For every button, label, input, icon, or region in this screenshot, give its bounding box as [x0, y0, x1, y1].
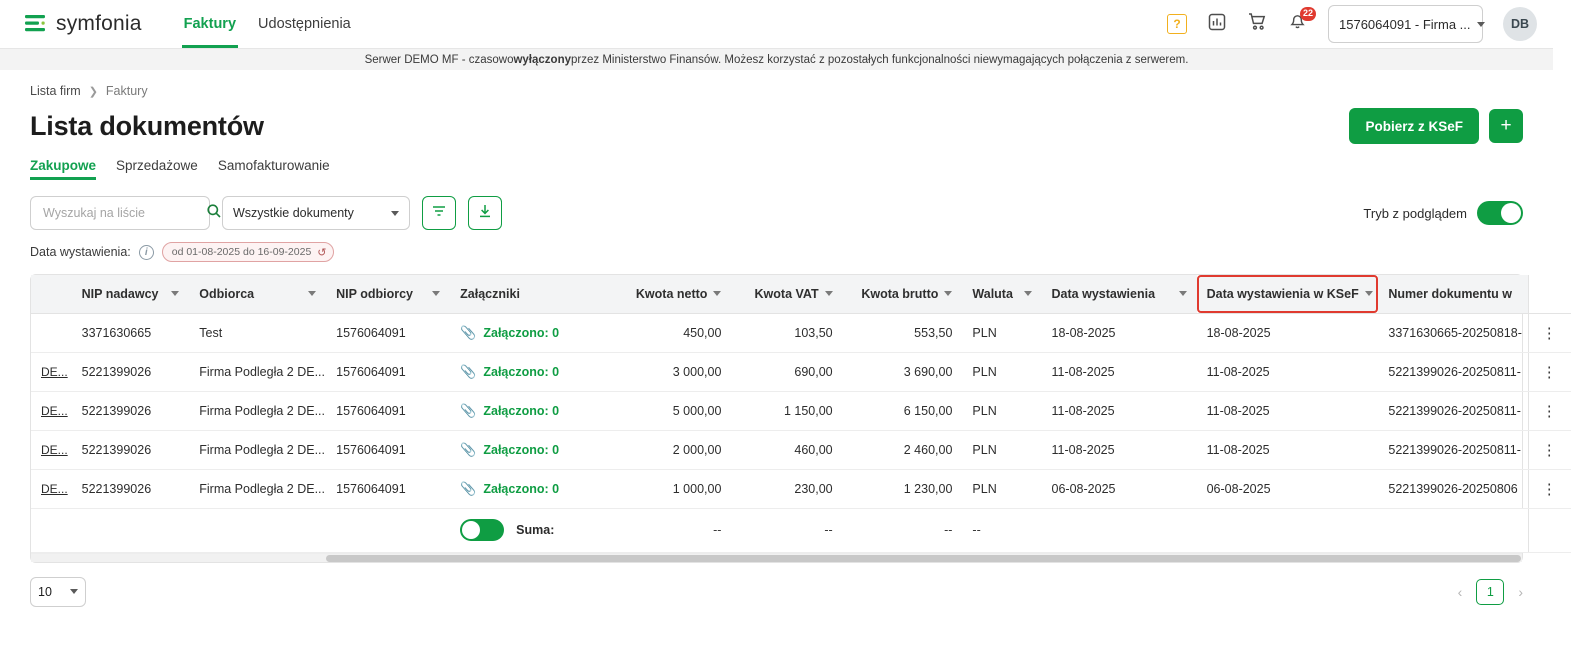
page-size-select[interactable]	[30, 577, 86, 607]
question-mark-icon: ?	[1167, 14, 1187, 34]
chevron-down-icon[interactable]	[944, 291, 952, 296]
cell-kwota-netto: 3 000,00	[616, 352, 732, 391]
chevron-down-icon[interactable]	[1024, 291, 1032, 296]
documents-table-element	[31, 275, 1571, 553]
cell-zalaczniki-label: Załączono: 0	[483, 481, 560, 496]
cell-nip-nadawcy: 5221399026	[72, 430, 190, 469]
table-row[interactable]	[31, 352, 1571, 391]
cell-zalaczniki[interactable]	[450, 430, 616, 469]
summary-waluta: --	[962, 508, 1041, 552]
paperclip-icon: 📎	[460, 441, 477, 457]
th-odbiorca[interactable]	[189, 275, 326, 313]
notifications-badge: 22	[1300, 7, 1316, 21]
de-link[interactable]: DE...	[41, 403, 68, 418]
cell-kwota-brutto: 1 230,00	[843, 469, 963, 508]
tab-sprzedazowe-label: Sprzedażowe	[116, 158, 198, 173]
info-icon[interactable]: i	[139, 245, 154, 260]
breadcrumb-item-faktury: Faktury	[105, 84, 148, 98]
th-numer-dokumentu-label: Numer dokumentu w	[1388, 286, 1513, 301]
table-header-row	[31, 275, 1571, 313]
table-footer	[0, 563, 1553, 607]
th-nip-nadawcy-label: NIP nadawcy	[81, 286, 159, 301]
cell-kwota-vat: 690,00	[731, 352, 842, 391]
cell-nip-nadawcy: 5221399026	[72, 352, 190, 391]
de-link[interactable]: DE...	[41, 481, 68, 496]
cell-actions[interactable]	[1528, 469, 1571, 508]
top-bar	[0, 0, 1553, 49]
th-kwota-netto-label: Kwota netto	[635, 286, 708, 301]
cell-de[interactable]	[31, 352, 72, 391]
cell-zalaczniki-label: Załączono: 0	[483, 442, 560, 457]
cell-waluta: PLN	[962, 430, 1041, 469]
brand-logo[interactable]	[24, 12, 142, 36]
cell-odbiorca: Firma Podległa 2 DE...	[189, 469, 326, 508]
cell-actions[interactable]	[1528, 391, 1571, 430]
cell-data-wystawienia: 11-08-2025	[1042, 391, 1197, 430]
row-menu-icon[interactable]: ⋮	[1541, 402, 1558, 420]
th-nip-odbiorcy-label: NIP odbiorcy	[336, 286, 413, 301]
sum-cell-empty-odbiorca	[189, 508, 326, 552]
document-filter-select-label: Wszystkie dokumenty	[233, 206, 354, 220]
search-input[interactable]	[41, 205, 206, 221]
sum-cell-empty-nip	[72, 508, 190, 552]
cell-data-wystawienia-ksef: 11-08-2025	[1197, 430, 1379, 469]
th-zalaczniki-label: Załączniki	[460, 286, 520, 301]
cell-nip-nadawcy: 3371630665	[72, 313, 190, 352]
summary-brutto: --	[843, 508, 963, 552]
cell-odbiorca: Firma Podległa 2 DE...	[189, 352, 326, 391]
breadcrumb-item-lista-firm[interactable]: Lista firm	[30, 84, 81, 98]
help-button[interactable]	[1164, 11, 1190, 37]
paperclip-icon: 📎	[460, 480, 477, 496]
search-box[interactable]	[30, 196, 210, 230]
table-header	[31, 275, 1571, 313]
cell-kwota-vat: 230,00	[731, 469, 842, 508]
th-kwota-brutto-label: Kwota brutto	[861, 286, 939, 301]
cell-nip-odbiorcy: 1576064091	[326, 391, 450, 430]
table-row[interactable]	[31, 430, 1571, 469]
cell-kwota-netto: 5 000,00	[616, 391, 732, 430]
cell-de[interactable]	[31, 430, 72, 469]
cell-numer-dokumentu: 5221399026-20250811-	[1378, 391, 1528, 430]
cell-zalaczniki-label: Załączono: 0	[483, 403, 560, 418]
summary-toggle[interactable]	[460, 519, 504, 541]
cell-waluta: PLN	[962, 391, 1041, 430]
preview-mode-control	[1363, 201, 1523, 225]
banner-text-bold: wyłączony	[513, 53, 571, 66]
toggle-knob	[1501, 203, 1521, 223]
breadcrumb-separator-icon: ❯	[88, 85, 98, 98]
sum-cell-empty-nip-odbiorcy	[326, 508, 450, 552]
chevron-down-icon	[70, 589, 78, 594]
th-odbiorca-label: Odbiorca	[199, 286, 255, 301]
company-selector[interactable]	[1328, 5, 1483, 43]
th-zalaczniki	[450, 275, 616, 313]
nav-tab-faktury-label: Faktury	[183, 16, 237, 32]
summary-netto: --	[616, 508, 732, 552]
table-summary-row	[31, 508, 1571, 552]
tab-zakupowe[interactable]	[30, 158, 96, 180]
cell-de[interactable]	[31, 469, 72, 508]
sum-cell-empty-actions	[1528, 508, 1571, 552]
notifications-button[interactable]	[1284, 8, 1313, 37]
chevron-down-icon	[391, 211, 399, 216]
sum-toggle-cell[interactable]	[450, 508, 616, 552]
cell-numer-dokumentu: 5221399026-20250811-	[1378, 430, 1528, 469]
cell-zalaczniki[interactable]	[450, 391, 616, 430]
cell-actions[interactable]	[1528, 430, 1571, 469]
row-menu-icon[interactable]: ⋮	[1541, 324, 1558, 342]
cell-numer-dokumentu: 5221399026-20250806	[1378, 469, 1528, 508]
cell-de[interactable]	[31, 391, 72, 430]
preview-mode-label: Tryb z podglądem	[1363, 205, 1467, 221]
tab-samofakturowanie-label: Samofakturowanie	[217, 158, 330, 173]
th-waluta[interactable]	[962, 275, 1041, 313]
chevron-down-icon[interactable]	[1179, 291, 1187, 296]
row-menu-icon[interactable]: ⋮	[1541, 441, 1558, 459]
th-data-wystawienia[interactable]	[1042, 275, 1197, 313]
shopping-cart-icon	[1247, 11, 1268, 37]
cell-zalaczniki-label: Załączono: 0	[483, 364, 560, 379]
cell-zalaczniki[interactable]	[450, 469, 616, 508]
th-kwota-netto[interactable]	[616, 275, 732, 313]
table-body	[31, 313, 1571, 552]
filter-icon	[431, 203, 447, 224]
th-de	[31, 275, 72, 313]
cell-numer-dokumentu: 5221399026-20250811-	[1378, 352, 1528, 391]
th-data-wystawienia-label: Data wystawienia	[1051, 286, 1156, 301]
nav-tab-udostepnienia-label: Udostępnienia	[258, 16, 351, 32]
page-title: Lista dokumentów	[30, 110, 264, 141]
cell-data-wystawienia: 11-08-2025	[1042, 430, 1197, 469]
chevron-down-icon[interactable]	[432, 291, 440, 296]
sum-cell-empty-de	[31, 508, 72, 552]
cell-zalaczniki-label: Załączono: 0	[483, 325, 560, 340]
symfonia-logo-icon	[24, 12, 48, 36]
cell-nip-odbiorcy: 1576064091	[326, 469, 450, 508]
th-waluta-label: Waluta	[972, 286, 1013, 301]
search-icon[interactable]	[206, 203, 222, 224]
cell-nip-odbiorcy: 1576064091	[326, 313, 450, 352]
cell-data-wystawienia-ksef: 18-08-2025	[1197, 313, 1379, 352]
th-kwota-vat[interactable]	[731, 275, 842, 313]
cell-odbiorca: Firma Podległa 2 DE...	[189, 430, 326, 469]
export-button[interactable]	[468, 196, 502, 230]
cell-data-wystawienia: 18-08-2025	[1042, 313, 1197, 352]
top-bar-actions	[1164, 5, 1537, 43]
next-page-button[interactable]: ›	[1518, 583, 1523, 600]
th-nip-nadawcy[interactable]	[72, 275, 190, 313]
cart-button[interactable]	[1244, 11, 1270, 37]
cell-odbiorca: Firma Podległa 2 DE...	[189, 391, 326, 430]
sum-cell-empty-data-ksef	[1197, 508, 1379, 552]
paperclip-icon: 📎	[460, 324, 477, 340]
th-nip-odbiorcy[interactable]	[326, 275, 450, 313]
date-filter-label: Data wystawienia:	[30, 245, 131, 259]
paperclip-icon: 📎	[460, 402, 477, 418]
cell-kwota-netto: 450,00	[616, 313, 732, 352]
table-row[interactable]	[31, 391, 1571, 430]
sum-cell-empty-data	[1042, 508, 1197, 552]
cell-kwota-vat: 103,50	[731, 313, 842, 352]
main-nav	[184, 0, 351, 48]
banner-text-after: przez Ministerstwo Finansów. Możesz korzystać z pozostałych funkcjonalności niewymagających połączenia z serwerem.	[571, 53, 1189, 66]
date-range-chip[interactable]	[162, 242, 334, 262]
cell-waluta: PLN	[962, 469, 1041, 508]
page-size-value: 10	[38, 584, 52, 599]
advanced-filter-button[interactable]	[422, 196, 456, 230]
cell-data-wystawienia-ksef: 06-08-2025	[1197, 469, 1379, 508]
cell-kwota-vat: 1 150,00	[731, 391, 842, 430]
breadcrumb	[0, 70, 1553, 98]
cell-data-wystawienia: 06-08-2025	[1042, 469, 1197, 508]
pagination	[1458, 579, 1523, 605]
cell-waluta: PLN	[962, 313, 1041, 352]
paperclip-icon: 📎	[460, 363, 477, 379]
download-icon	[477, 203, 493, 224]
scrollbar-thumb[interactable]	[326, 555, 1521, 562]
cell-actions[interactable]	[1528, 352, 1571, 391]
tab-zakupowe-label: Zakupowe	[30, 158, 97, 173]
document-filter-select[interactable]	[222, 196, 410, 230]
date-range-chip-label: od 01-08-2025 do 16-09-2025	[171, 246, 312, 258]
summary-vat: --	[731, 508, 842, 552]
cell-numer-dokumentu: 3371630665-20250818-	[1378, 313, 1528, 352]
nav-tab-udostepnienia[interactable]	[258, 0, 351, 48]
pobierz-z-ksef-button[interactable]: Pobierz z KSeF	[1349, 108, 1479, 144]
page-number-1[interactable]: 1	[1476, 579, 1504, 605]
toggle-knob	[462, 521, 480, 539]
cell-nip-nadawcy: 5221399026	[72, 391, 190, 430]
cell-kwota-brutto: 2 460,00	[843, 430, 963, 469]
cell-odbiorca: Test	[189, 313, 326, 352]
cell-data-wystawienia: 11-08-2025	[1042, 352, 1197, 391]
de-link[interactable]: DE...	[41, 442, 68, 457]
th-data-wystawienia-ksef[interactable]	[1197, 275, 1379, 313]
th-actions	[1528, 275, 1571, 313]
chevron-down-icon[interactable]	[1365, 291, 1373, 296]
tab-samofakturowanie[interactable]	[218, 158, 330, 180]
chevron-down-icon	[1477, 22, 1485, 27]
cell-waluta: PLN	[962, 352, 1041, 391]
cell-kwota-netto: 1 000,00	[616, 469, 732, 508]
chevron-down-icon[interactable]	[308, 291, 316, 296]
document-type-tabs	[0, 144, 1553, 180]
reports-button[interactable]	[1204, 11, 1230, 37]
filter-bar	[0, 180, 1553, 230]
chevron-down-icon[interactable]	[171, 291, 179, 296]
add-document-button[interactable]: +	[1489, 109, 1523, 143]
nav-tab-faktury[interactable]	[184, 0, 236, 48]
th-kwota-brutto[interactable]	[843, 275, 963, 313]
cell-kwota-vat: 460,00	[731, 430, 842, 469]
de-link[interactable]: DE...	[41, 364, 68, 379]
preview-mode-toggle[interactable]	[1477, 201, 1523, 225]
reset-date-icon[interactable]: ↺	[317, 246, 327, 259]
chart-bar-icon	[1207, 12, 1227, 37]
cell-kwota-brutto: 6 150,00	[843, 391, 963, 430]
page-header	[0, 98, 1553, 144]
company-selector-label: 1576064091 - Firma ...	[1339, 16, 1471, 32]
tab-sprzedazowe[interactable]	[116, 158, 198, 180]
cell-kwota-brutto: 3 690,00	[843, 352, 963, 391]
demo-server-banner	[0, 49, 1553, 70]
cell-kwota-netto: 2 000,00	[616, 430, 732, 469]
avatar[interactable]: DB	[1503, 7, 1537, 41]
banner-text-before: Serwer DEMO MF - czasowo	[364, 53, 514, 66]
cell-data-wystawienia-ksef: 11-08-2025	[1197, 352, 1379, 391]
table-row[interactable]	[31, 313, 1571, 352]
th-numer-dokumentu[interactable]	[1378, 275, 1528, 313]
page-header-actions	[1349, 108, 1523, 144]
brand-name: symfonia	[56, 12, 142, 35]
cell-nip-nadawcy: 5221399026	[72, 469, 190, 508]
row-menu-icon[interactable]: ⋮	[1541, 480, 1558, 498]
cell-zalaczniki[interactable]	[450, 313, 616, 352]
table-row[interactable]	[31, 469, 1571, 508]
cell-actions[interactable]	[1528, 313, 1571, 352]
cell-de	[31, 313, 72, 352]
prev-page-button[interactable]: ‹	[1457, 583, 1463, 600]
cell-zalaczniki[interactable]	[450, 352, 616, 391]
documents-table	[30, 274, 1558, 563]
chevron-down-icon[interactable]	[825, 291, 833, 296]
horizontal-scrollbar[interactable]	[31, 553, 1522, 562]
chevron-down-icon[interactable]	[713, 291, 721, 296]
row-menu-icon[interactable]: ⋮	[1541, 363, 1558, 381]
summary-label: Suma:	[516, 523, 555, 537]
cell-kwota-brutto: 553,50	[843, 313, 963, 352]
cell-nip-odbiorcy: 1576064091	[326, 352, 450, 391]
th-data-wystawienia-ksef-label: Data wystawienia w KSeF	[1206, 286, 1359, 301]
cell-nip-odbiorcy: 1576064091	[326, 430, 450, 469]
sum-cell-empty-numer	[1378, 508, 1528, 552]
cell-data-wystawienia-ksef: 11-08-2025	[1197, 391, 1379, 430]
th-kwota-vat-label: Kwota VAT	[754, 286, 819, 301]
date-filter-row	[0, 230, 1553, 262]
